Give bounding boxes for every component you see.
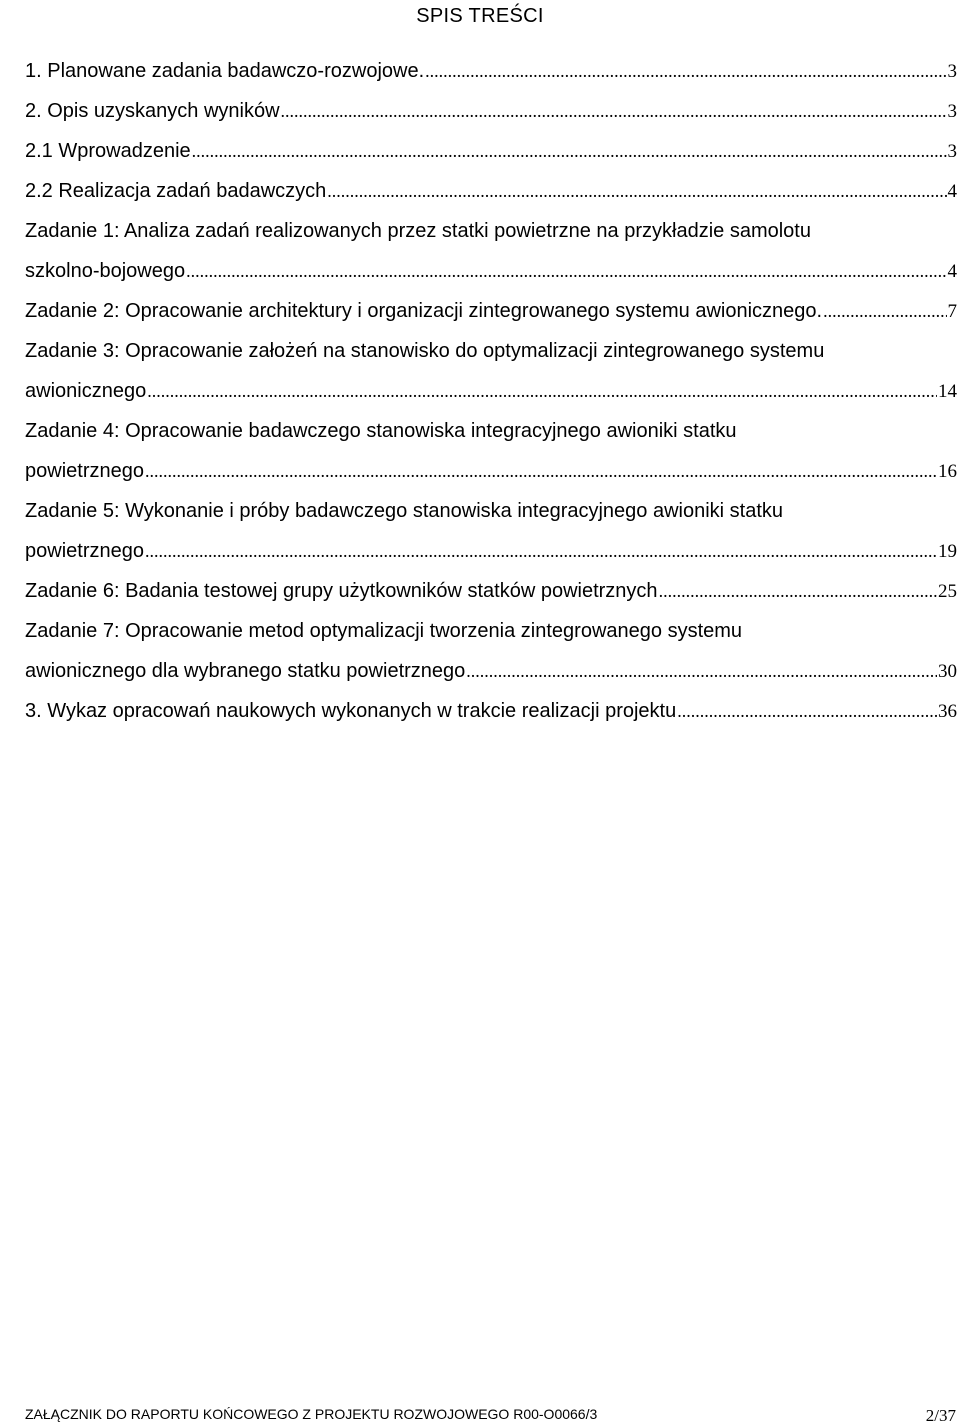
- toc-leader-dots: [823, 291, 946, 331]
- toc-page-number: 25: [938, 581, 957, 602]
- table-of-contents: [25, 51, 957, 731]
- toc-leader-dots: [145, 451, 937, 491]
- toc-page-number: 36: [938, 701, 957, 722]
- toc-leader-dots: [145, 531, 937, 571]
- toc-entry-text: 2. Opis uzyskanych wyników: [25, 100, 280, 122]
- toc-entry-line: [25, 291, 957, 331]
- toc-leader-dots: [281, 91, 947, 131]
- toc-entry-line: [25, 651, 957, 691]
- toc-leader-dots: [192, 131, 947, 171]
- toc-page-number: 7: [947, 301, 957, 322]
- toc-page-number: 19: [938, 541, 957, 562]
- toc-entry-text: 3. Wykaz opracowań naukowych wykonanych w trakcie realizacji projektu: [25, 700, 677, 722]
- toc-page-number: 4: [947, 261, 957, 282]
- toc-leader-dots: [327, 171, 946, 211]
- toc-entry-text: Zadanie 6: Badania testowej grupy użytkowników statków powietrznych: [25, 580, 658, 602]
- toc-leader-dots: [677, 691, 937, 731]
- toc-entry-line: [25, 51, 957, 91]
- toc-entry-line: [25, 211, 957, 251]
- toc-entry-text: powietrznego: [25, 540, 144, 562]
- toc-page-number: 4: [947, 181, 957, 202]
- toc-entry-text: szkolno-bojowego: [25, 260, 186, 282]
- toc-entry-text: Zadanie 1: Analiza zadań realizowanych przez statki powietrzne na przykładzie samolotu: [25, 220, 811, 242]
- toc-entry-line: [25, 611, 957, 651]
- toc-entry-line: [25, 171, 957, 211]
- toc-entry-line: [25, 251, 957, 291]
- toc-page-number: 3: [947, 141, 957, 162]
- toc-entry-text: powietrznego: [25, 460, 144, 482]
- toc-entry-text: Zadanie 3: Opracowanie założeń na stanowisko do optymalizacji zintegrowanego systemu: [25, 340, 825, 362]
- toc-entry-text: Zadanie 4: Opracowanie badawczego stanowiska integracyjnego awioniki statku: [25, 420, 737, 442]
- toc-entry-text: 2.2 Realizacja zadań badawczych: [25, 180, 327, 202]
- page-title: SPIS TREŚCI: [416, 5, 544, 27]
- toc-entry-text: 2.1 Wprowadzenie: [25, 140, 191, 162]
- toc-entry-line: [25, 131, 957, 171]
- toc-page-number: 3: [947, 61, 957, 82]
- toc-entry-line: [25, 91, 957, 131]
- toc-leader-dots: [186, 251, 946, 291]
- toc-entry-line: [25, 331, 957, 371]
- toc-page-number: 3: [947, 101, 957, 122]
- toc-page-number: 16: [938, 461, 957, 482]
- toc-entry-text: awionicznego dla wybranego statku powietrznego: [25, 660, 466, 682]
- toc-leader-dots: [466, 651, 937, 691]
- toc-page-number: 30: [938, 661, 957, 682]
- toc-entry-line: [25, 571, 957, 611]
- toc-entry-text: awionicznego: [25, 380, 147, 402]
- footer-page-number: 2/37: [925, 1406, 956, 1425]
- toc-entry-text: Zadanie 7: Opracowanie metod optymalizacji tworzenia zintegrowanego systemu: [25, 620, 743, 642]
- toc-entry-line: [25, 451, 957, 491]
- toc-entry-line: [25, 411, 957, 451]
- toc-entry-text: Zadanie 2: Opracowanie architektury i organizacji zintegrowanego systemu awionicznego.: [25, 300, 823, 322]
- toc-page-number: 14: [938, 381, 957, 402]
- toc-entry-line: [25, 531, 957, 571]
- toc-entry-line: [25, 691, 957, 731]
- toc-entry-line: [25, 491, 957, 531]
- toc-leader-dots: [147, 371, 937, 411]
- toc-entry-line: [25, 371, 957, 411]
- toc-leader-dots: [425, 51, 946, 91]
- toc-entry-text: 1. Planowane zadania badawczo-rozwojowe.: [25, 60, 425, 82]
- toc-leader-dots: [659, 571, 937, 611]
- footer-text: ZAŁĄCZNIK DO RAPORTU KOŃCOWEGO Z PROJEKTU ROZWOJOWEGO R00-O0066/3: [25, 1406, 598, 1422]
- toc-entry-text: Zadanie 5: Wykonanie i próby badawczego stanowiska integracyjnego awioniki statku: [25, 500, 784, 522]
